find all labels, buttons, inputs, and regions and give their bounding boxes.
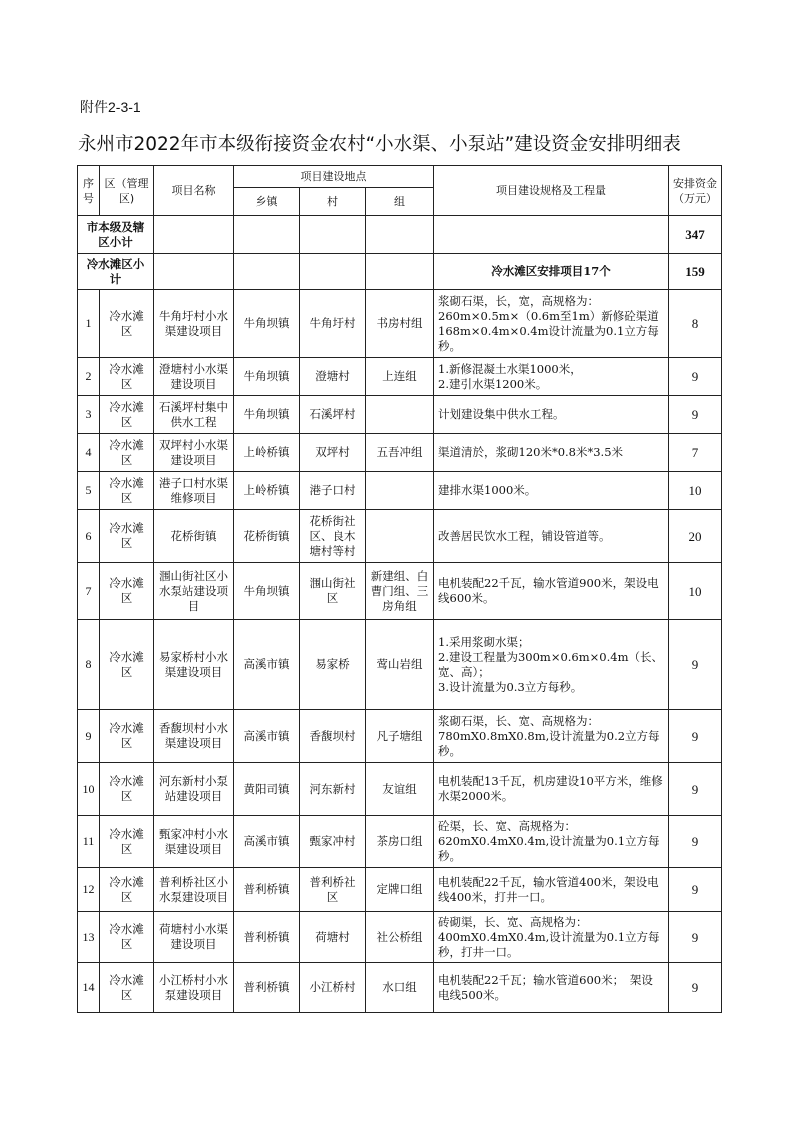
row-funds: 9 — [669, 620, 722, 710]
row-funds: 9 — [669, 868, 722, 912]
row-village: 港子口村 — [300, 472, 366, 510]
row-funds: 9 — [669, 396, 722, 434]
header-group: 组 — [366, 188, 434, 216]
row-project-name: 荷塘村小水渠建设项目 — [154, 912, 234, 963]
row-group: 上连组 — [366, 358, 434, 396]
header-location: 项目建设地点 — [234, 166, 434, 188]
row-funds: 9 — [669, 912, 722, 963]
row-project-name: 香馥坝村小水渠建设项目 — [154, 710, 234, 763]
row-town: 花桥街镇 — [234, 510, 300, 563]
row-funds: 7 — [669, 434, 722, 472]
row-scale: 浆砌石渠，长、宽、高规格为：780mX0.8mX0.8m,设计流量为0.2立方每秒。 — [434, 710, 669, 763]
row-project-name: 小江桥村小水泵建设项目 — [154, 963, 234, 1013]
row-district: 冷水滩区 — [100, 563, 154, 620]
row-project-name: 双坪村小水渠建设项目 — [154, 434, 234, 472]
row-funds: 9 — [669, 963, 722, 1013]
row-group — [366, 510, 434, 563]
header-seq: 序号 — [78, 166, 100, 216]
row-seq: 6 — [78, 510, 100, 563]
row-district: 冷水滩区 — [100, 710, 154, 763]
row-seq: 1 — [78, 290, 100, 358]
row-project-name: 花桥街镇 — [154, 510, 234, 563]
row-project-name: 涠山街社区小水泵站建设项目 — [154, 563, 234, 620]
row-seq: 4 — [78, 434, 100, 472]
row-funds: 20 — [669, 510, 722, 563]
row-group: 书房村组 — [366, 290, 434, 358]
table-row — [78, 963, 722, 1013]
row-funds: 9 — [669, 358, 722, 396]
row-town: 高溪市镇 — [234, 816, 300, 868]
row-village: 石溪坪村 — [300, 396, 366, 434]
row-project-name: 普利桥社区小水泵建设项目 — [154, 868, 234, 912]
row-group: 社公桥组 — [366, 912, 434, 963]
row-scale: 电机装配22千瓦，输水管道400米，架设电线400米，打井一口。 — [434, 868, 669, 912]
row-scale: 改善居民饮水工程，铺设管道等。 — [434, 510, 669, 563]
row-town: 上岭桥镇 — [234, 472, 300, 510]
row-funds: 10 — [669, 563, 722, 620]
row-seq: 8 — [78, 620, 100, 710]
row-project-name: 港子口村水渠维修项目 — [154, 472, 234, 510]
row-town: 高溪市镇 — [234, 620, 300, 710]
city-subtotal-label: 市本级及辖区小计 — [78, 216, 154, 254]
header-project-name: 项目名称 — [154, 166, 234, 216]
row-project-name: 石溪坪村集中供水工程 — [154, 396, 234, 434]
row-district: 冷水滩区 — [100, 912, 154, 963]
row-district: 冷水滩区 — [100, 868, 154, 912]
district-subtotal-row — [78, 254, 722, 290]
table-row — [78, 472, 722, 510]
row-town: 牛角坝镇 — [234, 358, 300, 396]
table-row — [78, 816, 722, 868]
row-district: 冷水滩区 — [100, 472, 154, 510]
row-seq: 13 — [78, 912, 100, 963]
page-title: 永州市2022年市本级衔接资金农村“小水渠、小泵站”建设资金安排明细表 — [78, 134, 681, 155]
row-district: 冷水滩区 — [100, 396, 154, 434]
district-subtotal-funds: 159 — [669, 254, 722, 290]
row-scale: 1.新修混凝土水渠1000米， 2.建引水渠1200米。 — [434, 358, 669, 396]
header-scale: 项目建设规格及工程量 — [434, 166, 669, 216]
row-village: 牛角圩村 — [300, 290, 366, 358]
row-group: 定牌口组 — [366, 868, 434, 912]
row-funds: 9 — [669, 816, 722, 868]
table-row — [78, 868, 722, 912]
row-group: 五吾冲组 — [366, 434, 434, 472]
row-district: 冷水滩区 — [100, 763, 154, 816]
row-group — [366, 396, 434, 434]
row-seq: 12 — [78, 868, 100, 912]
header-town: 乡镇 — [234, 188, 300, 216]
row-district: 冷水滩区 — [100, 816, 154, 868]
row-project-name: 甄家冲村小水渠建设项目 — [154, 816, 234, 868]
row-group: 茶房口组 — [366, 816, 434, 868]
row-project-name: 澄塘村小水渠建设项目 — [154, 358, 234, 396]
row-scale: 浆砌石渠，长，宽，高规格为：260m×0.5m×（0.6m至1m）新修砼渠道168m×0.4m×0.4m设计流量为0.1立方每秒。 — [434, 290, 669, 358]
row-seq: 3 — [78, 396, 100, 434]
city-subtotal-row — [78, 216, 722, 254]
district-subtotal-scale: 冷水滩区安排项目17个 — [434, 254, 669, 290]
row-funds: 8 — [669, 290, 722, 358]
row-group: 凡子塘组 — [366, 710, 434, 763]
row-district: 冷水滩区 — [100, 620, 154, 710]
row-town: 普利桥镇 — [234, 963, 300, 1013]
table-row — [78, 710, 722, 763]
table-row — [78, 396, 722, 434]
row-town: 黄阳司镇 — [234, 763, 300, 816]
table-row — [78, 358, 722, 396]
row-village: 双坪村 — [300, 434, 366, 472]
row-scale: 电机装配22千瓦；输水管道600米； 架设电线500米。 — [434, 963, 669, 1013]
row-funds: 9 — [669, 710, 722, 763]
table-row — [78, 620, 722, 710]
row-village: 澄塘村 — [300, 358, 366, 396]
row-project-name: 易家桥村小水渠建设项目 — [154, 620, 234, 710]
row-town: 普利桥镇 — [234, 912, 300, 963]
table-row — [78, 912, 722, 963]
row-village: 普利桥社区 — [300, 868, 366, 912]
row-seq: 5 — [78, 472, 100, 510]
row-town: 高溪市镇 — [234, 710, 300, 763]
row-scale: 建排水渠1000米。 — [434, 472, 669, 510]
row-town: 牛角坝镇 — [234, 563, 300, 620]
row-group: 新建组、白曹门组、三房角组 — [366, 563, 434, 620]
district-subtotal-label: 冷水滩区小计 — [78, 254, 154, 290]
row-town: 牛角坝镇 — [234, 396, 300, 434]
row-group: 友谊组 — [366, 763, 434, 816]
row-scale: 电机装配22千瓦，输水管道900米，架设电线600米。 — [434, 563, 669, 620]
row-funds: 10 — [669, 472, 722, 510]
city-subtotal-funds: 347 — [669, 216, 722, 254]
row-project-name: 牛角圩村小水渠建设项目 — [154, 290, 234, 358]
row-group: 水口组 — [366, 963, 434, 1013]
row-village: 小江桥村 — [300, 963, 366, 1013]
row-seq: 2 — [78, 358, 100, 396]
row-funds: 9 — [669, 763, 722, 816]
header-village: 村 — [300, 188, 366, 216]
table-row — [78, 434, 722, 472]
row-village: 甄家冲村 — [300, 816, 366, 868]
table-row — [78, 510, 722, 563]
row-scale: 渠道清於，浆砌120米*0.8米*3.5米 — [434, 434, 669, 472]
row-seq: 14 — [78, 963, 100, 1013]
row-village: 易家桥 — [300, 620, 366, 710]
row-district: 冷水滩区 — [100, 358, 154, 396]
row-seq: 11 — [78, 816, 100, 868]
row-seq: 7 — [78, 563, 100, 620]
row-village: 花桥街社区、良木塘村等村 — [300, 510, 366, 563]
row-district: 冷水滩区 — [100, 434, 154, 472]
header-district: 区（管理区) — [100, 166, 154, 216]
row-village: 涠山街社区 — [300, 563, 366, 620]
row-group — [366, 472, 434, 510]
row-seq: 10 — [78, 763, 100, 816]
row-village: 香馥坝村 — [300, 710, 366, 763]
row-village: 荷塘村 — [300, 912, 366, 963]
attachment-label: 附件2-3-1 — [80, 99, 141, 115]
row-scale: 砼渠，长、宽、高规格为：620mX0.4mX0.4m,设计流量为0.1立方每秒。 — [434, 816, 669, 868]
row-seq: 9 — [78, 710, 100, 763]
row-district: 冷水滩区 — [100, 510, 154, 563]
row-group: 莺山岩组 — [366, 620, 434, 710]
row-scale: 电机装配13千瓦，机房建设10平方米，维修水渠2000米。 — [434, 763, 669, 816]
row-project-name: 河东新村小泵站建设项目 — [154, 763, 234, 816]
table-row — [78, 763, 722, 816]
row-town: 上岭桥镇 — [234, 434, 300, 472]
row-scale: 1.采用浆砌水渠； 2.建设工程量为300m×0.6m×0.4m（长、宽、高）； 3.设计流量为0.3立方每秒。 — [434, 620, 669, 710]
table-row — [78, 563, 722, 620]
row-scale: 砖砌渠，长、宽、高规格为：400mX0.4mX0.4m,设计流量为0.1立方每秒，打井一口。 — [434, 912, 669, 963]
row-district: 冷水滩区 — [100, 963, 154, 1013]
table-row — [78, 290, 722, 358]
row-village: 河东新村 — [300, 763, 366, 816]
row-scale: 计划建设集中供水工程。 — [434, 396, 669, 434]
funds-table — [77, 165, 722, 1013]
row-town: 牛角坝镇 — [234, 290, 300, 358]
row-town: 普利桥镇 — [234, 868, 300, 912]
row-district: 冷水滩区 — [100, 290, 154, 358]
header-funds: 安排资金（万元） — [669, 166, 722, 216]
